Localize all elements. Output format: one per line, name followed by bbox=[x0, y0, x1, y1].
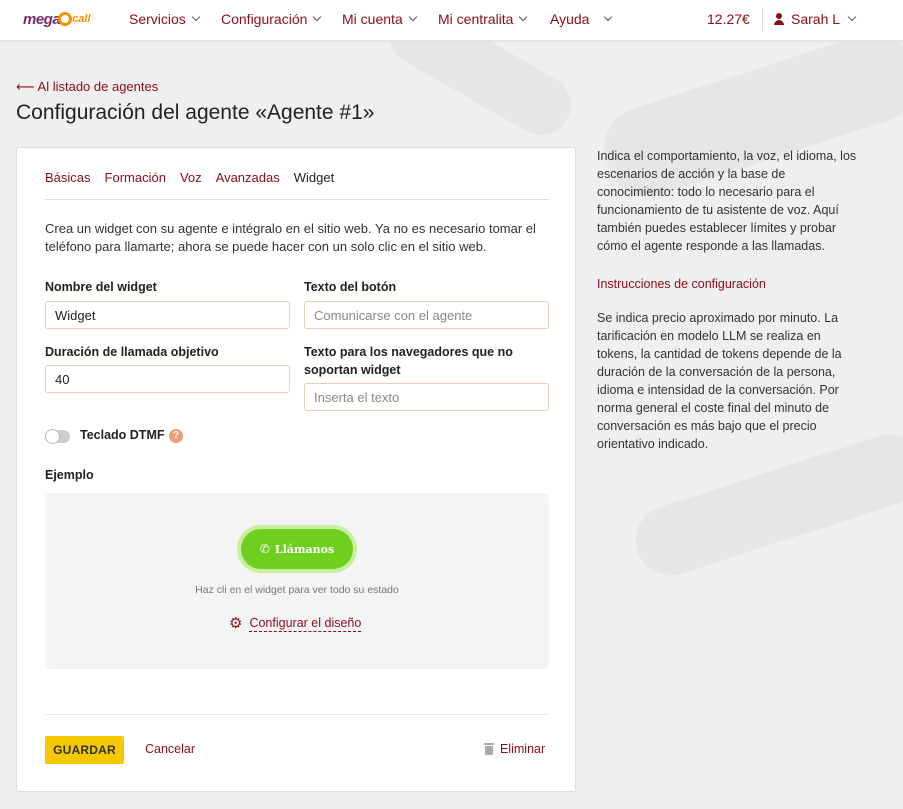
unsupported-browsers-label: Texto para los navegadores que no soportan widget bbox=[304, 345, 513, 377]
widget-hint-text: Haz cli en el widget para ver todo su estado bbox=[195, 584, 399, 596]
widget-preview-box bbox=[45, 493, 549, 669]
configure-design-link[interactable] bbox=[229, 615, 361, 632]
chevron-down-icon bbox=[604, 13, 612, 21]
tab-bar bbox=[45, 170, 334, 185]
instructions-heading[interactable]: Instrucciones de configuración bbox=[597, 277, 766, 291]
nav-item-label: Servicios bbox=[129, 11, 186, 27]
chevron-down-icon bbox=[519, 13, 527, 21]
nav-item-label: Ayuda bbox=[550, 11, 590, 27]
tab-basicas[interactable]: Básicas bbox=[45, 170, 91, 185]
nav-item-mi-cuenta[interactable] bbox=[342, 11, 416, 27]
nav-item-servicios[interactable] bbox=[129, 11, 199, 27]
user-icon bbox=[773, 13, 785, 25]
widget-intro-text: Crea un widget con su agente e intégralo en el sitio web. Ya no es necesario tomar el teléfono para llamarte; ahora se puede hacer con un solo clic en el sitio web. bbox=[45, 221, 536, 254]
widget-preview-button[interactable] bbox=[241, 529, 353, 569]
logo-mega-text: mega bbox=[23, 10, 61, 28]
duration-input[interactable]: 40 bbox=[45, 365, 290, 393]
account-balance[interactable]: 12.27€ bbox=[707, 11, 750, 27]
user-menu[interactable] bbox=[773, 11, 855, 27]
widget-name-label: Nombre del widget bbox=[45, 280, 157, 294]
pricing-note: Se indica precio aproximado por minuto. La tarificación en modelo LLM se realiza en tokens, la cantidad de tokens depende de la duración de la conversación de la persona, idioma e intensidad de la conversación. Por norma general el coste final del minuto de conversación es más bajo que el precio orientativo indicado. bbox=[597, 311, 842, 451]
widget-preview-button-halo bbox=[237, 525, 357, 573]
tab-avanzadas[interactable]: Avanzadas bbox=[215, 170, 280, 185]
duration-label: Duración de llamada objetivo bbox=[45, 345, 219, 359]
save-button[interactable]: GUARDAR bbox=[45, 736, 124, 764]
top-navigation-bar bbox=[0, 0, 903, 41]
tabs-divider bbox=[45, 199, 549, 200]
button-text-input[interactable]: Comunicarse con el agente bbox=[304, 301, 549, 329]
page-title: Configuración del agente «Agente #1» bbox=[16, 101, 375, 124]
widget-name-input[interactable]: Widget bbox=[45, 301, 290, 329]
unsupported-browsers-input[interactable]: Inserta el texto bbox=[304, 383, 549, 411]
tab-voz[interactable]: Voz bbox=[179, 170, 202, 185]
help-icon[interactable]: ? bbox=[169, 429, 183, 443]
dtmf-label: Teclado DTMF bbox=[80, 428, 165, 442]
footer-divider bbox=[45, 714, 549, 715]
nav-item-ayuda[interactable] bbox=[550, 11, 611, 27]
logo-call-text: call bbox=[72, 13, 91, 25]
chevron-down-icon bbox=[848, 13, 856, 21]
delete-label: Eliminar bbox=[500, 742, 546, 756]
button-text-label: Texto del botón bbox=[304, 280, 397, 294]
back-to-agents-link[interactable]: ⟵ Al listado de agentes bbox=[16, 79, 159, 94]
divider bbox=[762, 7, 763, 31]
nav-item-mi-centralita[interactable] bbox=[438, 11, 526, 27]
tab-formacion[interactable]: Formación bbox=[104, 170, 166, 185]
nav-item-configuracion[interactable] bbox=[221, 11, 320, 27]
nav-item-label: Configuración bbox=[221, 11, 308, 27]
cancel-button[interactable]: Cancelar bbox=[145, 742, 196, 756]
nav-item-label: Mi centralita bbox=[438, 11, 514, 27]
dtmf-toggle[interactable] bbox=[45, 430, 70, 443]
configure-design-label: Configurar el diseño bbox=[249, 616, 362, 630]
example-label: Ejemplo bbox=[45, 468, 94, 482]
tab-widget[interactable]: Widget bbox=[293, 170, 335, 185]
logo-ring-icon bbox=[58, 12, 72, 26]
gear-icon: ⚙ bbox=[229, 614, 243, 632]
agent-config-description: Indica el comportamiento, la voz, el idioma, los escenarios de acción y la base de conocimiento: todo lo necesario para el funcionamiento de tu asistente de voz. Aquí también puedes establecer límites y probar cómo el agente responde a las llamadas. bbox=[597, 149, 857, 253]
megacall-logo[interactable] bbox=[23, 9, 91, 29]
widget-preview-button-label: Llámanos bbox=[274, 542, 335, 556]
chevron-down-icon bbox=[408, 13, 416, 21]
chevron-down-icon bbox=[192, 13, 200, 21]
user-name: Sarah L bbox=[791, 11, 841, 27]
nav-item-label: Mi cuenta bbox=[342, 11, 403, 27]
phone-icon: ✆ bbox=[259, 542, 270, 556]
agent-config-card bbox=[16, 147, 576, 792]
delete-button[interactable] bbox=[484, 742, 545, 756]
chevron-down-icon bbox=[313, 13, 321, 21]
trash-icon bbox=[484, 743, 494, 755]
